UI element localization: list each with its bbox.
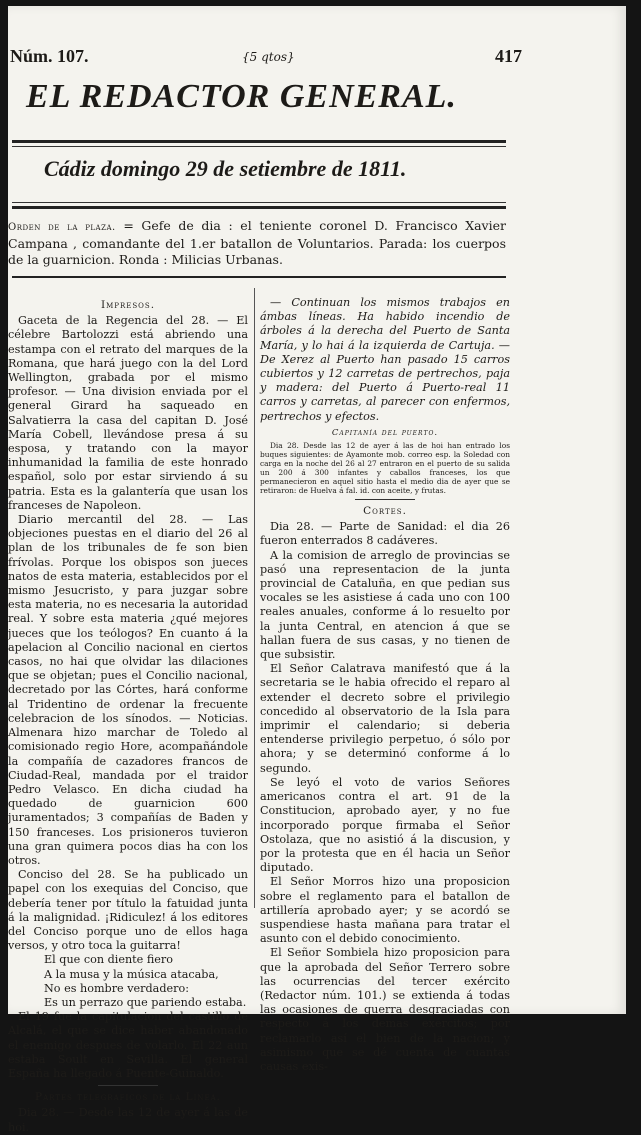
impresos-heading: Impresos. [100, 299, 156, 311]
verse-line-1: El que con diente fiero [44, 953, 174, 967]
rule-top-thin [12, 146, 506, 147]
orden-label: Orden de la plaza. [8, 222, 116, 233]
verse-line-2: A la musa y la música atacaba, [44, 967, 219, 981]
newspaper-page [8, 6, 626, 1134]
section-rule [98, 1085, 158, 1086]
comision-paragraph: A la comision de arreglo de provincias se pasó una representacion de la junta provincial de Cataluña, en que pedian sus vocales se les asistiese á cada uno con 100 reales anuales, conforme á lo resuelto por la junta Central, en atencion á que se hallan fuera de sus casas, y no tienen de que subsistir. [260, 548, 510, 662]
rule-mid-thin [12, 202, 506, 203]
orden-de-la-plaza [8, 218, 506, 268]
orden-text: = Gefe de dia : el teniente coronel D. Francisco Xavier Campana , comandante del 1.er batallon de Voluntarios. Parada: los cuerpos de la guarnicion. Ronda : Milicias Urbanas. [8, 218, 506, 267]
calatrava-paragraph: El Señor Calatrava manifestó que á la secretaria se le habia ofrecido el reparo al extender el decreto sobre el privilegio concedido al observatorio de la Isla para imprimir el calendario; si deberia entenderse privilegio perpetuo, ó sólo por ahora; y se determinó conforme á lo segundo. [260, 662, 510, 775]
sombiela-paragraph: El Señor Sombiela hizo proposicion para que la aprobada del Señor Terrero sobre las ocurrencias del tercer exército (Redactor núm. 101.) se extienda á todas las ocasiones de guerra desgraciadas con respecto á los demas exércitos; por reclamarlo así el bien de la nacion; y asimismo que se dé cuenta de cuantas causas exis- [260, 946, 510, 1073]
rule-top-thick [12, 140, 506, 143]
column-divider [254, 288, 255, 908]
verse-line-4: Es un perrazo que pariendo estaba. [44, 995, 247, 1009]
conciso-paragraph: Conciso del 28. Se ha publicado un papel con los exequias del Conciso, que debería tener por título la fatuidad junta á la malignidad. ¡Ridiculez! á los editores del Conciso porque uno de ellos haga versos, y otro toca la guitarra! [8, 868, 248, 953]
capitania-heading: Capitanía del puerto. [331, 427, 439, 438]
page-number: 417 [495, 46, 522, 66]
issue-number: Núm. 107. [10, 46, 89, 66]
morros-paragraph: El Señor Morros hizo una proposicion sobre el reglamento para el batallon de artillería aprobado ayer; y se acordó se suspendiese hasta mañana para tratar el asunto con el debido conocimiento. [260, 875, 510, 946]
left-column [8, 296, 248, 1135]
partes-heading: Partes telegraficos de la Linea. [35, 1091, 221, 1104]
right-column [260, 296, 510, 1074]
section-rule-right [355, 499, 415, 500]
rule-columns [12, 276, 506, 278]
cortes-heading: Cortes. [363, 505, 407, 518]
partes-paragraph: Dia 28. — Desde las 12 de ayer á las de hoi. [8, 1106, 248, 1134]
gaceta-paragraph: Gaceta de la Regencia del 28. — El célebre Bartolozzi está abriendo una estampa con el retrato del marques de la Romana, que hará juego con la del Lord Wellington, grabada por el mismo profesor. — Una division enviada por el general Girard ha saqueado en Salvatierra la casa del capitan D. José María Cobell, llevándose presa á su esposa, y tratando con la mayor inhumanidad la familia de este honrado español, solo por estar sirviendo á su patria. Esta es la galantería que usan los franceses de Napoleon. [8, 314, 248, 512]
sanidad-paragraph: Dia 28. — Parte de Sanidad: el dia 26 fueron enterrados 8 cadáveres. [260, 520, 510, 548]
verse-line-3: No es hombre verdadero: [44, 981, 189, 995]
rule-mid-thick [12, 206, 506, 209]
dateline: Cádiz domingo 29 de setiembre de 1811. [44, 156, 407, 181]
capitania-paragraph: Dia 28. Desde las 12 de ayer á las de hoi han entrado los buques siguientes: de Ayamonte mob. correo esp. la Soledad con carga en la noche del 26 al 27 entraron en el puerto de su salida un 200 á 300 infantes y caballos franceses, los que permanecieron en aquel sitio hasta el medio dia de ayer que se retiraron: de Huelva á fal. id. con aceite, y frutas. [260, 441, 510, 496]
capitulacion-paragraph: El 19 fue la capitulacion del castillo de Alcalá, el que se dice haber abandonado el enemigo despues de volarlo. El 22 aun estaba Soult en Sevilla. El general España ha llegado á Puente-Guinaldo. [8, 1010, 248, 1080]
masthead-row [8, 46, 626, 76]
voto-paragraph: Se leyó el voto de varios Señores americanos contra el art. 91 de la Constitucion, aprobado ayer, y no fue incorporado porque firmaba el Señor Ostolaza, que no asistió á la discusion, y por la protesta que en él hacia un Señor diputado. [260, 775, 510, 875]
trabajos-paragraph: — Continuan los mismos trabajos en ámbas líneas. Ha habido incendio de árboles á la derecha del Puerto de Santa María, y lo hai á la izquierda de Cartuja. — De Xerez al Puerto han pasado 15 carros cubiertos y 12 carretas de pertrechos, paja y madera: del Puerto á Puerto-real 11 carros y carretas, al parecer con enfermos, pertrechos y efectos. [260, 296, 510, 423]
diario-paragraph: Diario mercantil del 28. — Las objeciones puestas en el diario del 26 al plan de los tribunales de fe son bien frívolas. Porque los obispos son jueces natos de esta materia, establecidos por el mismo Jesucristo, y para juzgar sobre esta materia, no es necesaria la autoridad real. Y sobre esta materia ¿qué mejores jueces que los teólogos? En cuanto á la apelacion al Concilio nacional en ciertos casos, no hai que olvidar las dilaciones que se objetan; pues el Concilio nacional, decretado por las Córtes, hará conforme al Tridentino de ordenar la frecuente celebracion de los sínodos. — Noticias. Almenara hizo marchar de Toledo al comisionado regio Hore, acompañándole la compañía de cazadores francos de Ciudad-Real, mandada por el traidor Pedro Velasco. En dicha ciudad ha quedado de guarnicion 600 juramentados; 3 compañías de Baden y 150 franceses. Los prisioneros tuvieron una gran quimera pocos dias ha con los otros. [8, 513, 248, 867]
price: {5 qtos} [242, 50, 295, 64]
newspaper-title: EL REDACTOR GENERAL. [26, 78, 457, 115]
